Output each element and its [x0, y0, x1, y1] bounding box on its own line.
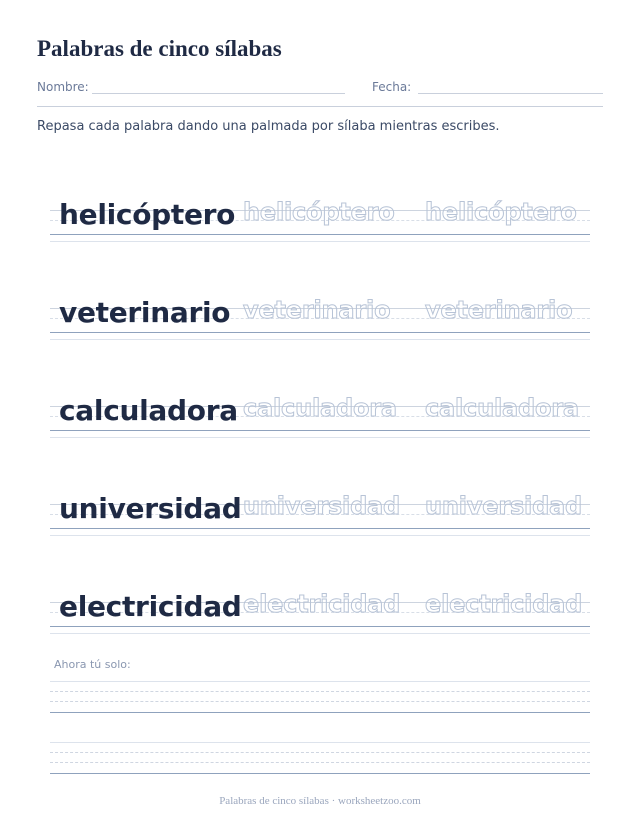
- practice-line-mid: [50, 752, 590, 753]
- word-row: [50, 492, 590, 548]
- trace-word[interactable]: universidad: [425, 492, 583, 520]
- word-row: [50, 296, 590, 352]
- trace-word[interactable]: calculadora: [425, 394, 579, 422]
- header-divider: [37, 106, 603, 107]
- page-title: Palabras de cinco sílabas: [37, 36, 282, 61]
- model-word: helicóptero: [59, 198, 236, 231]
- trace-word[interactable]: helicóptero: [243, 198, 395, 226]
- instructions-text: Repasa cada palabra dando una palmada por sílaba mientras escribes.: [37, 119, 500, 134]
- footer-text: Palabras de cinco sílabas · worksheetzoo.com: [219, 795, 421, 807]
- guide-line-descender: [50, 241, 590, 242]
- guide-line-base: [50, 626, 590, 627]
- trace-word[interactable]: calculadora: [243, 394, 397, 422]
- practice-line-mid: [50, 701, 590, 702]
- model-word: veterinario: [59, 296, 231, 329]
- trace-word[interactable]: universidad: [243, 492, 401, 520]
- trace-word[interactable]: electricidad: [243, 590, 401, 618]
- date-label: Fecha:: [372, 80, 412, 94]
- word-row: [50, 590, 590, 646]
- guide-line-base: [50, 528, 590, 529]
- guide-line-base: [50, 332, 590, 333]
- guide-line-descender: [50, 633, 590, 634]
- practice-line-top: [50, 681, 590, 682]
- name-label: Nombre:: [37, 80, 89, 94]
- guide-line-base: [50, 430, 590, 431]
- name-field[interactable]: [92, 93, 345, 94]
- practice-line-top: [50, 742, 590, 743]
- model-word: electricidad: [59, 590, 242, 623]
- model-word: calculadora: [59, 394, 238, 427]
- date-field[interactable]: [418, 93, 603, 94]
- guide-line-descender: [50, 535, 590, 536]
- trace-word[interactable]: veterinario: [243, 296, 391, 324]
- practice-line-mid: [50, 691, 590, 692]
- practice-label: Ahora tú solo:: [54, 658, 131, 671]
- word-row: [50, 394, 590, 450]
- guide-line-base: [50, 234, 590, 235]
- trace-word[interactable]: electricidad: [425, 590, 583, 618]
- practice-line-base[interactable]: [50, 773, 590, 774]
- trace-word[interactable]: veterinario: [425, 296, 573, 324]
- guide-line-descender: [50, 339, 590, 340]
- word-row: [50, 198, 590, 254]
- model-word: universidad: [59, 492, 242, 525]
- practice-line-mid: [50, 762, 590, 763]
- trace-word[interactable]: helicóptero: [425, 198, 577, 226]
- practice-line-base[interactable]: [50, 712, 590, 713]
- guide-line-descender: [50, 437, 590, 438]
